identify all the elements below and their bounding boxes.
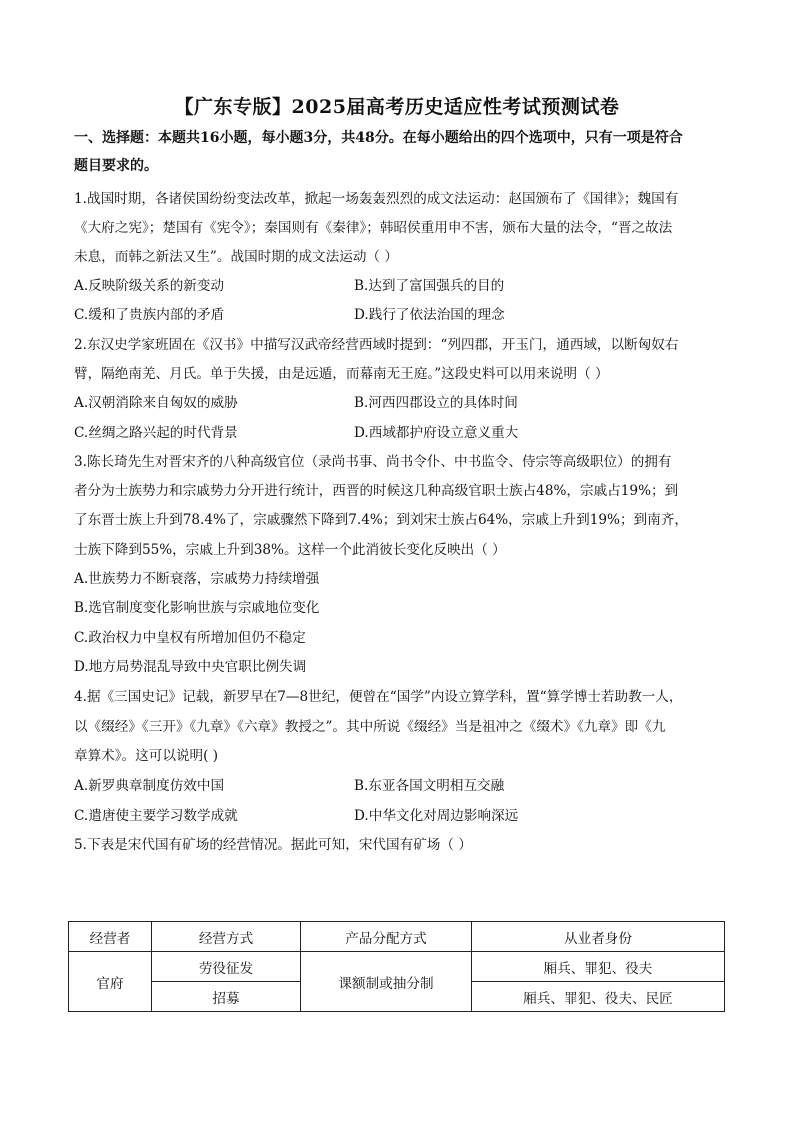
q2-stem-line: 臂，隔绝南羌、月氏。单于失援，由是远遁，而幕南无王庭。”这段史料可以用来说明（ ） — [74, 366, 609, 382]
section-heading-line2: 题目要求的。 — [74, 158, 158, 174]
table-cell-workers: 厢兵、罪犯、役夫 — [472, 952, 725, 982]
table-header-cell: 经营者 — [69, 922, 152, 952]
q2-option-d: D.西域都护府设立意义重大 — [354, 425, 519, 441]
q2-stem-line: 2.东汉史学家班固在《汉书》中描写汉武帝经营西域时提到：“列四郡，开玉门，通西域，以断匈奴右 — [74, 337, 679, 353]
q5-table — [68, 921, 725, 1012]
table-cell-method: 招募 — [152, 982, 301, 1012]
q4-stem-line: 章算术》。这可以说明( ) — [74, 748, 219, 764]
table-cell-distribution: 课额制或抽分制 — [301, 952, 472, 1012]
q1-stem-line: 1.战国时期，各诸侯国纷纷变法改革，掀起一场轰轰烈烈的成文法运动：赵国颁布了《国律》；魏国有 — [74, 191, 679, 207]
q3-option-b: B.选官制度变化影响世族与宗戚地位变化 — [74, 600, 320, 616]
q1-option-d: D.践行了依法治国的理念 — [354, 307, 505, 323]
q1-stem-line: 未息，而韩之新法又生”。战国时期的成文法运动（ ） — [74, 249, 398, 265]
q1-option-c: C.缓和了贵族内部的矛盾 — [74, 307, 225, 323]
q3-stem-line: 3.陈长琦先生对晋宋齐的八种高级官位（录尚书事、尚书令仆、中书监令、侍宗等高级职位）的拥有 — [74, 454, 672, 470]
table-header-row — [69, 922, 725, 952]
q3-stem-line: 士族下降到55%，宗戚上升到38%。这样一个此消彼长变化反映出（ ） — [74, 542, 506, 558]
q4-option-d: D.中华文化对周边影响深远 — [354, 808, 519, 824]
q4-option-c: C.遣唐使主要学习数学成就 — [74, 808, 238, 824]
table-cell-method: 劳役征发 — [152, 952, 301, 982]
q1-option-a: A.反映阶级关系的新变动 — [74, 278, 225, 294]
q3-stem-line: 了东晋士族上升到78.4%了，宗戚骤然下降到7.4%；到刘宋士族占64%，宗戚上升到19%；到南齐， — [74, 512, 688, 528]
q1-option-b: B.达到了富国强兵的目的 — [354, 278, 505, 294]
q2-option-a: A.汉朝消除来自匈奴的威胁 — [74, 395, 238, 411]
q3-option-d: D.地方局势混乱导致中央官职比例失调 — [74, 659, 307, 675]
table-cell-operator: 官府 — [69, 952, 152, 1012]
q3-option-c: C.政治权力中皇权有所增加但仍不稳定 — [74, 630, 306, 646]
q2-option-c: C.丝绸之路兴起的时代背景 — [74, 425, 238, 441]
q2-option-b: B.河西四郡设立的具体时间 — [354, 395, 518, 411]
q4-option-a: A.新罗典章制度仿效中国 — [74, 778, 225, 794]
page-title: 【广东专版】2025届高考历史适应性考试预测试卷 — [174, 96, 620, 118]
table-header-cell: 经营方式 — [152, 922, 301, 952]
q1-stem-line: 《大府之宪》；楚国有《宪令》；秦国则有《秦律》；韩昭侯重用申不害，颁布大量的法令，“晋之故法 — [74, 220, 673, 236]
q5-stem-line: 5.下表是宋代国有矿场的经营情况。据此可知，宋代国有矿场（ ） — [74, 837, 472, 853]
table-header-cell: 从业者身份 — [472, 922, 725, 952]
q3-option-a: A.世族势力不断衰落，宗戚势力持续增强 — [74, 571, 320, 587]
section-heading-line1: 一、选择题：本题共16小题，每小题3分，共48分。在每小题给出的四个选项中，只有一项是符合 — [74, 130, 683, 146]
q4-stem-line: 4.据《三国史记》记载，新罗早在7—8世纪，便曾在“国学”内设立算学科，置“算学博士若助教一人， — [74, 689, 683, 705]
table-header-cell: 产品分配方式 — [301, 922, 472, 952]
table-cell-workers: 厢兵、罪犯、役夫、民匠 — [472, 982, 725, 1012]
q4-option-b: B.东亚各国文明相互交融 — [354, 778, 505, 794]
table-row — [69, 952, 725, 982]
q4-stem-line: 以《缀经》《三开》《九章》《六章》教授之”。其中所说《缀经》当是祖冲之《缀术》《九章》即《九 — [74, 719, 666, 735]
q3-stem-line: 者分为士族势力和宗戚势力分开进行统计，西晋的时候这几种高级官职士族占48%，宗戚占19%；到 — [74, 483, 679, 499]
